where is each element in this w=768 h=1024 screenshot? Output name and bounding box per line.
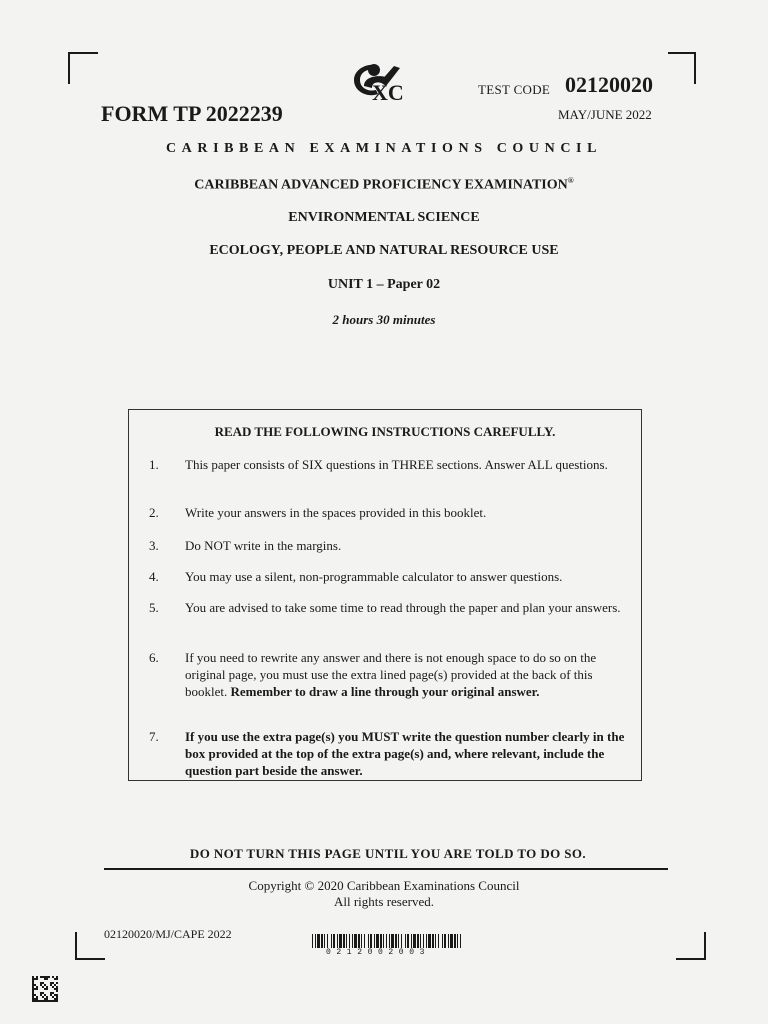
datamatrix-cell [56, 976, 58, 978]
datamatrix-cell [44, 1000, 46, 1002]
barcode-bar [391, 934, 394, 948]
barcode-bar [389, 934, 390, 948]
unit-paper: UNIT 1 – Paper 02 [327, 277, 441, 292]
barcode-bar [454, 934, 456, 948]
datamatrix-cell [52, 1000, 54, 1002]
datamatrix-cell [36, 1000, 38, 1002]
barcode-bar [426, 934, 427, 948]
subject-title: ENVIRONMENTAL SCIENCE [288, 210, 480, 225]
exam-name: CARIBBEAN ADVANCED PROFICIENCY EXAMINATION® [194, 176, 574, 193]
datamatrix-cell [46, 978, 48, 980]
instruction-number: 5. [149, 600, 159, 615]
datamatrix-cell [52, 992, 54, 994]
barcode-bar [317, 934, 320, 948]
datamatrix-cell [34, 984, 36, 986]
barcode-bar [312, 934, 313, 948]
barcode-bar [364, 934, 365, 948]
datamatrix-cell [32, 994, 34, 996]
barcode-bar [321, 934, 323, 948]
instruction-number: 6. [149, 650, 159, 665]
datamatrix-cell [44, 994, 46, 996]
rights-reserved: All rights reserved. [333, 894, 434, 909]
barcode-bar [354, 934, 357, 948]
barcode-bar [448, 934, 449, 948]
barcode-bar [370, 934, 372, 948]
form-number: FORM TP 2022239 [101, 101, 283, 126]
datamatrix-cell [36, 976, 38, 978]
datamatrix-cell [46, 998, 48, 1000]
barcode-bar [358, 934, 360, 948]
datamatrix-cell [32, 1000, 34, 1002]
council-name: CARIBBEAN EXAMINATIONS COUNCIL [165, 141, 603, 156]
test-code-label: TEST CODE [478, 82, 551, 97]
barcode-bar [327, 934, 328, 948]
datamatrix-cell [32, 984, 34, 986]
datamatrix-cell [42, 976, 44, 978]
datamatrix-cell [44, 998, 46, 1000]
datamatrix-cell [32, 992, 34, 994]
corner-mark-top-left [68, 52, 98, 84]
datamatrix-cell [32, 990, 34, 992]
datamatrix-cell [40, 976, 42, 978]
barcode-bar [457, 934, 458, 948]
copyright-notice: Copyright © 2020 Caribbean Examinations Council [248, 878, 520, 893]
logo-lettering: XC [372, 80, 404, 104]
barcode-bar [339, 934, 342, 948]
barcode-bar [315, 934, 316, 948]
datamatrix-cell [46, 976, 48, 978]
barcode-bar [423, 934, 424, 948]
barcode-bar [374, 934, 375, 948]
datamatrix-cell [34, 994, 36, 996]
datamatrix-cell [32, 978, 34, 980]
do-not-turn-warning: DO NOT TURN THIS PAGE UNTIL YOU ARE TOLD TO DO SO. [189, 846, 587, 861]
instruction-number: 1. [149, 457, 159, 472]
instruction-text: Write your answers in the spaces provided in this booklet. [185, 505, 487, 520]
instruction-text: You may use a silent, non-programmable calculator to answer questions. [185, 569, 563, 584]
corner-mark-top-right [668, 52, 696, 84]
datamatrix-code [32, 976, 58, 1002]
barcode-bar [324, 934, 325, 948]
barcode-bar [442, 934, 443, 948]
datamatrix-cell [34, 1000, 36, 1002]
datamatrix-cell [50, 1000, 52, 1002]
barcode-bar [331, 934, 332, 948]
datamatrix-cell [44, 976, 46, 978]
datamatrix-cell [32, 996, 34, 998]
datamatrix-cell [54, 1000, 56, 1002]
datamatrix-cell [46, 996, 48, 998]
datamatrix-cell [32, 980, 34, 982]
barcode-bar [346, 934, 347, 948]
datamatrix-cell [56, 982, 58, 984]
datamatrix-cell [32, 982, 34, 984]
barcode-bar [460, 934, 461, 948]
datamatrix-cell [52, 982, 54, 984]
datamatrix-cell [40, 1000, 42, 1002]
barcode-bar [450, 934, 453, 948]
barcode-bar [407, 934, 409, 948]
datamatrix-cell [54, 978, 56, 980]
barcode-bar [352, 934, 353, 948]
exam-session: MAY/JUNE 2022 [558, 107, 652, 122]
barcode-bar [420, 934, 421, 948]
datamatrix-cell [54, 998, 56, 1000]
datamatrix-cell [54, 984, 56, 986]
datamatrix-cell [40, 992, 42, 994]
barcode-bar [337, 934, 338, 948]
barcode-bar [395, 934, 397, 948]
corner-mark-bottom-left [75, 932, 105, 960]
instruction-text: If you use the extra page(s) you MUST write the question number clearly in the box provided at the top of the extra page(s) and, where relevant, include the question part beside the answer. [185, 729, 625, 778]
datamatrix-cell [50, 984, 52, 986]
datamatrix-cell [32, 988, 34, 990]
datamatrix-cell [38, 1000, 40, 1002]
datamatrix-cell [50, 992, 52, 994]
datamatrix-cell [34, 998, 36, 1000]
barcode-bar [361, 934, 362, 948]
module-title: ECOLOGY, PEOPLE AND NATURAL RESOURCE USE [209, 243, 559, 258]
barcode-bar [444, 934, 446, 948]
datamatrix-cell [50, 982, 52, 984]
barcode-bar [405, 934, 406, 948]
datamatrix-cell [40, 982, 42, 984]
paper-code: 02120020/MJ/CAPE 2022 [104, 927, 232, 941]
cxc-logo [350, 56, 420, 104]
instruction-text: If you need to rewrite any answer and there is not enough space to do so on the original page, you must use the extra lined page(s) provided at the back of this booklet. Remember to draw a line through your original answer. [185, 650, 597, 699]
barcode-bar [380, 934, 382, 948]
instruction-text: You are advised to take some time to read through the paper and plan your answers. [185, 600, 621, 615]
datamatrix-cell [46, 986, 48, 988]
barcode-bar [413, 934, 416, 948]
barcode-bar [411, 934, 412, 948]
datamatrix-cell [36, 998, 38, 1000]
barcode-bar [386, 934, 387, 948]
datamatrix-cell [56, 996, 58, 998]
test-code: 02120020 [565, 72, 653, 97]
barcode-bar [376, 934, 379, 948]
instruction-number: 4. [149, 569, 159, 584]
barcode-bar [428, 934, 431, 948]
barcode-bar [368, 934, 369, 948]
datamatrix-cell [40, 994, 42, 996]
barcode-bar [432, 934, 434, 948]
barcode-bar [417, 934, 419, 948]
datamatrix-cell [36, 978, 38, 980]
datamatrix-cell [56, 990, 58, 992]
datamatrix-cell [32, 986, 34, 988]
instruction-text: This paper consists of SIX questions in THREE sections. Answer ALL questions. [185, 457, 608, 472]
datamatrix-cell [56, 1000, 58, 1002]
barcode-bar [333, 934, 335, 948]
datamatrix-cell [56, 998, 58, 1000]
barcode-bar [401, 934, 402, 948]
datamatrix-cell [52, 986, 54, 988]
instruction-number: 7. [149, 729, 159, 744]
datamatrix-cell [50, 994, 52, 996]
datamatrix-cell [46, 1000, 48, 1002]
footer-rule [104, 868, 668, 870]
corner-mark-bottom-right [676, 932, 706, 960]
datamatrix-cell [52, 976, 54, 978]
datamatrix-cell [36, 988, 38, 990]
datamatrix-cell [40, 984, 42, 986]
datamatrix-cell [56, 986, 58, 988]
datamatrix-cell [42, 996, 44, 998]
datamatrix-cell [42, 992, 44, 994]
datamatrix-cell [34, 988, 36, 990]
datamatrix-cell [54, 988, 56, 990]
datamatrix-cell [46, 988, 48, 990]
instruction-number: 2. [149, 505, 159, 520]
datamatrix-cell [44, 978, 46, 980]
datamatrix-cell [32, 998, 34, 1000]
datamatrix-cell [52, 996, 54, 998]
datamatrix-cell [44, 984, 46, 986]
instruction-number: 3. [149, 538, 159, 553]
datamatrix-cell [36, 986, 38, 988]
barcode-bar [349, 934, 350, 948]
instructions-title: READ THE FOLLOWING INSTRUCTIONS CAREFULLY. [214, 424, 556, 439]
datamatrix-cell [42, 982, 44, 984]
datamatrix-cell [56, 978, 58, 980]
datamatrix-cell [36, 996, 38, 998]
datamatrix-cell [48, 1000, 50, 1002]
barcode-bar [435, 934, 436, 948]
registered-mark: ® [567, 176, 574, 185]
instruction-text: Do NOT write in the margins. [185, 538, 342, 553]
datamatrix-cell [48, 976, 50, 978]
datamatrix-cell [44, 988, 46, 990]
datamatrix-cell [34, 978, 36, 980]
barcode-digits: 0212002003 [326, 948, 431, 957]
instruction-emphasis: Remember to draw a line through your original answer. [230, 684, 540, 699]
datamatrix-cell [56, 988, 58, 990]
datamatrix-cell [54, 994, 56, 996]
exam-duration: 2 hours 30 minutes [332, 312, 436, 327]
barcode-bar [383, 934, 384, 948]
datamatrix-cell [32, 976, 34, 978]
barcode-bar [438, 934, 439, 948]
barcode [312, 934, 464, 948]
datamatrix-cell [42, 1000, 44, 1002]
barcode-bar [398, 934, 399, 948]
instructions-box [128, 409, 642, 781]
datamatrix-cell [42, 986, 44, 988]
barcode-bar [343, 934, 345, 948]
datamatrix-cell [56, 994, 58, 996]
